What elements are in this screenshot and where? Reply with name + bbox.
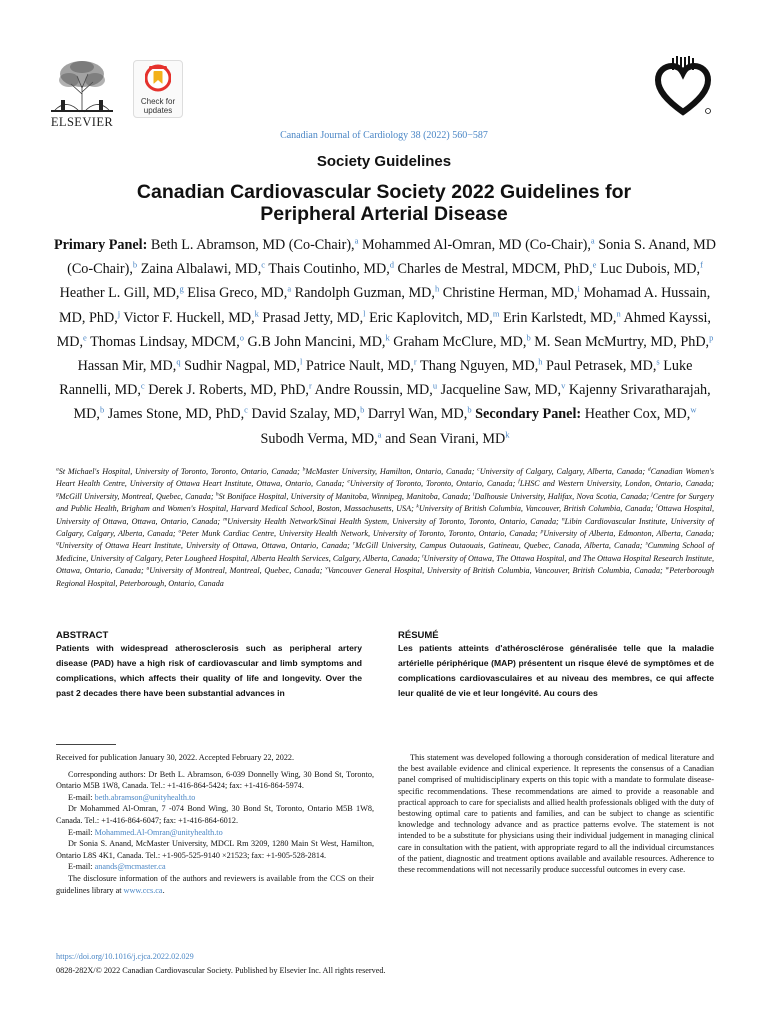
affiliation-marker[interactable]: k xyxy=(505,428,510,439)
email-line-2: E-mail: Mohammed.Al-Omran@unityhealth.to xyxy=(68,827,223,837)
affiliation-key: s xyxy=(645,540,648,547)
affiliation-text: Ottawa Hospital, University of Ottawa, Ottawa, Ontario, Canada; xyxy=(56,504,715,526)
author-name: Victor F. Huckell, MD, xyxy=(123,309,255,326)
affiliation-text: University of Toronto, Toronto, Ontario, Canada; xyxy=(349,479,516,489)
affiliation-key: j xyxy=(651,491,653,498)
affiliation-key: g xyxy=(56,491,59,498)
affiliation-text: St Michael's Hospital, University of Toronto, Toronto, Ontario, Canada; xyxy=(58,467,300,476)
abstract-text: Patients with widespread atherosclerosis such as peripheral artery disease (PAD) have a high risk of cardiovascular and limb symptoms and complications, which affects their quality of life and longevity. Over the past 2 decades there have been substantial advances in xyxy=(56,643,362,698)
affiliation-marker[interactable]: i xyxy=(577,283,580,294)
resume-section xyxy=(398,630,714,701)
author-name: Zaina Albalawi, MD, xyxy=(140,261,262,278)
affiliation-marker[interactable]: j xyxy=(117,307,121,318)
affiliation-marker[interactable]: s xyxy=(656,356,660,367)
author-name: Ahmed Kayssi, MD, xyxy=(56,309,711,350)
affiliation-text: Peter Munk Cardiac Centre, University Health Network, University of Toronto, Toronto, Ontario, Canada; xyxy=(181,529,538,539)
ccs-heart-icon xyxy=(652,56,714,118)
author-name: Sudhir Nagpal, MD, xyxy=(184,358,300,375)
affiliation-key: a xyxy=(56,466,59,473)
affiliation-text: LHSC and Western University, London, Ontario, Canada; xyxy=(519,479,715,489)
author-name: M. Sean McMurtry, MD, PhD, xyxy=(534,333,710,350)
title-line-2: Peripheral Arterial Disease xyxy=(260,203,508,225)
affiliation-text: University of Montreal, Montreal, Quebec, Canada; xyxy=(149,566,323,576)
affiliation-key: n xyxy=(561,515,565,522)
author-list xyxy=(52,233,718,451)
article-title xyxy=(60,181,708,225)
affiliation-key: h xyxy=(215,491,219,498)
author-name: James Stone, MD, PhD, xyxy=(107,406,245,423)
affiliation-key: b xyxy=(302,466,306,473)
section-heading: Society Guidelines xyxy=(316,153,452,170)
affiliation-text: University Health Network/Sinai Health System, University of Toronto, Toronto, Ontario, Canada; xyxy=(227,516,559,526)
affiliation-marker[interactable]: b xyxy=(526,332,531,343)
elsevier-logo xyxy=(44,58,120,130)
affiliation-marker[interactable]: a xyxy=(287,283,292,294)
corresponding-author-3: Dr Sonia S. Anand, McMaster University, MDCL Rm 3209, 1280 Main St West, Hamilton, Ontario L8S 4K1, Canada. Tel.: +1-905-525-9140 ×21523; fax: +1-905-528-2814. xyxy=(56,839,374,860)
affiliation-key: p xyxy=(540,528,544,535)
affiliation-marker[interactable]: e xyxy=(83,332,87,343)
author-name: G.B John Mancini, MD, xyxy=(247,333,386,350)
affiliation-key: i xyxy=(472,491,475,498)
affiliation-marker[interactable]: q xyxy=(176,356,181,367)
affiliation-key: c xyxy=(477,466,480,473)
affiliation-marker[interactable]: k xyxy=(385,332,390,343)
affiliation-marker[interactable]: c xyxy=(261,259,266,270)
author-name: Subodh Verma, MD, xyxy=(260,430,378,447)
corresponding-author-2: Dr Mohammed Al-Omran, 7 -074 Bond Wing, 30 Bond St, Toronto, Ontario M5B 1W8, Canada. Tel.: +1-416-864-6047; fax: +1-416-864-6012. xyxy=(56,804,374,825)
affiliation-text: Centre for Surgery and Public Health, Brigham and Women's Hospital, Harvard Medical School, Boston, Massachusetts, USA; xyxy=(56,491,715,514)
elsevier-tree-icon xyxy=(47,58,117,114)
affiliation-text: Canadian Women's Heart Health Centre, University of Ottawa Heart Institute, Ottawa, Ontario, Canada; xyxy=(56,467,715,489)
author-name: David Szalay, MD, xyxy=(251,406,361,423)
author-name: Prasad Jetty, MD, xyxy=(262,309,364,326)
secondary-panel-label: Secondary Panel: xyxy=(475,406,582,423)
abstract-section xyxy=(56,630,362,701)
affiliation-marker[interactable]: b xyxy=(467,404,472,415)
received-note: Received for publication January 30, 2022. Accepted February 22, 2022. xyxy=(56,753,295,762)
author-name: Heather L. Gill, MD, xyxy=(59,285,180,302)
author-name: Graham McClure, MD, xyxy=(393,333,527,350)
author-name: Mohamad A. Hussain, MD, PhD, xyxy=(59,285,711,326)
affiliation-marker[interactable]: a xyxy=(354,235,359,246)
copyright-line: 0828-282X/© 2022 Canadian Cardiovascular Society. Published by Elsevier Inc. All rights reserved. xyxy=(56,966,386,975)
affiliation-key: q xyxy=(56,540,59,547)
affiliation-marker[interactable]: r xyxy=(308,380,312,391)
resume-text: Les patients atteints d'athérosclérose généralisée telle que la maladie artérielle périphérique (MAP) présentent un risque élevé de symptômes et de complications cardiovasculaires et au niveau des membres, ce qui affecte leur qualité de vie et leur longévité. Au cours des xyxy=(398,643,714,698)
check-updates-icon xyxy=(145,64,171,92)
author-name: and Sean Virani, MD xyxy=(385,430,506,447)
affiliation-text: University of Ottawa, The Ottawa Hospital, and The Ottawa Hospital Research Institute, Ottawa, Ontario, Canada; xyxy=(56,553,715,576)
author-name: Heather Cox, MD, xyxy=(584,406,691,423)
affiliation-key: d xyxy=(647,466,651,473)
affiliation-marker[interactable]: e xyxy=(592,259,597,270)
guideline-statement: This statement was developed following a thorough consideration of medical literature and the best available evidence and clinical experience. It represents the consensus of a Canadian panel comprised of multidisciplinary experts on this topic with a mandate to formulate disease-specific recommendations. These recommendations are aimed to provide a reasonable and practical approach to care for specialists and allied health professionals obliged with the duty of bestowing optimal care to patients and families, and can be subject to change as scientific knowledge and technology advance and as practice patterns evolve. The statement is not intended to be a substitute for physicians using their individual judgement in managing clinical care in consultation with the patient, with appropriate regard to all the individual circumstances of the patient, diagnostic and treatment options available and available resources. Adherence to these recommendations will not necessarily produce successful outcomes in every case. xyxy=(398,753,714,875)
affiliation-marker[interactable]: f xyxy=(700,259,703,270)
affiliation-marker[interactable]: c xyxy=(244,404,248,415)
correspondence-footnotes xyxy=(56,752,374,896)
abstract-heading: ABSTRACT xyxy=(56,630,109,641)
resume-heading: RÉSUMÉ xyxy=(398,630,439,641)
check-updates-label: Check for updates xyxy=(140,97,176,115)
email-line-1: E-mail: beth.abramson@unityhealth.to xyxy=(68,792,196,802)
affiliation-marker[interactable]: w xyxy=(690,404,697,415)
author-name: Jacqueline Saw, MD, xyxy=(440,382,562,399)
affiliation-marker[interactable]: h xyxy=(538,356,543,367)
author-name: Kajenny Srivaratharajah, MD, xyxy=(73,382,711,423)
author-name: Christine Herman, MD, xyxy=(442,285,578,302)
affiliation-key: w xyxy=(665,565,670,572)
email-link-3[interactable]: anands@mcmaster.ca xyxy=(94,862,166,872)
affiliation-marker[interactable]: b xyxy=(132,259,138,270)
publisher-name: ELSEVIER xyxy=(50,115,114,129)
author-name: Thang Nguyen, MD, xyxy=(420,358,539,375)
corresponding-author-1: Corresponding authors: Dr Beth L. Abramson, 6-039 Donnelly Wing, 30 Bond St, Toronto, Ontario M5B 1W8, Canada. Tel.: +1-416-864-5424; fax: +1-416-864-5974. xyxy=(56,769,374,791)
affiliation-marker[interactable]: c xyxy=(140,380,145,391)
check-updates-badge[interactable] xyxy=(133,60,183,118)
affiliation-marker[interactable]: g xyxy=(179,283,184,294)
affiliation-text: University of Alberta, Edmonton, Alberta, Canada; xyxy=(543,529,715,539)
affiliation-text: Vancouver General Hospital, University of British Columbia, Vancouver, British Columbia, Canada; xyxy=(327,566,663,576)
author-name: Elisa Greco, MD, xyxy=(187,285,288,302)
affiliation-marker[interactable]: b xyxy=(99,404,105,415)
affiliation-key: t xyxy=(422,553,424,560)
affiliation-marker[interactable]: v xyxy=(561,380,566,391)
author-name: Andre Roussin, MD, xyxy=(314,382,433,399)
affiliation-key: o xyxy=(178,528,182,535)
author-name: Luke Rannelli, MD, xyxy=(59,358,693,399)
author-name: Sonia S. Anand, MD (Co-Chair), xyxy=(67,237,717,278)
affiliation-text: University of Calgary, Calgary, Alberta, Canada; xyxy=(479,467,646,476)
affiliation-marker[interactable]: a xyxy=(590,235,595,246)
affiliation-marker[interactable]: o xyxy=(239,332,244,343)
affiliation-marker[interactable]: u xyxy=(432,380,438,391)
affiliation-marker[interactable]: a xyxy=(377,428,382,439)
author-name: Patrice Nault, MD, xyxy=(305,358,414,375)
author-name: Mohammed Al-Omran, MD (Co-Chair), xyxy=(361,237,591,253)
author-name: Eric Kaplovitch, MD, xyxy=(369,309,493,326)
journal-citation[interactable]: Canadian Journal of Cardiology 38 (2022) 560−587 xyxy=(280,130,488,141)
affiliation-marker[interactable]: l xyxy=(363,307,366,318)
affiliation-text: Peterborough Regional Hospital, Peterborough, Ontario, Canada xyxy=(56,566,715,588)
email-line-3: E-mail: anands@mcmaster.ca xyxy=(68,862,166,872)
affiliation-key: u xyxy=(146,565,150,572)
affiliation-key: e xyxy=(347,478,350,485)
primary-panel-label: Primary Panel: xyxy=(53,237,148,253)
author-name: Paul Petrasek, MD, xyxy=(546,358,657,375)
affiliation-marker[interactable]: d xyxy=(389,259,394,270)
affiliation-text: McGill University, Montreal, Quebec, Canada; xyxy=(58,491,214,501)
affiliation-key: m xyxy=(223,515,228,522)
affiliation-marker[interactable]: n xyxy=(616,307,621,318)
affiliation-key: l xyxy=(655,503,658,510)
author-name: Thais Coutinho, MD, xyxy=(268,261,390,278)
affiliation-marker[interactable]: p xyxy=(709,332,714,343)
email-link-1[interactable]: beth.abramson@unityhealth.to xyxy=(94,792,196,802)
title-line-1: Canadian Cardiovascular Society 2022 Guidelines for xyxy=(136,181,632,203)
affiliation-key: f xyxy=(518,478,520,485)
affiliation-text: Dalhousie University, Halifax, Nova Scotia, Canada; xyxy=(474,491,649,501)
affiliation-text: University of British Columbia, Vancouver, British Columbia, Canada; xyxy=(418,504,654,514)
ccs-link[interactable]: www.ccs.ca xyxy=(123,885,163,895)
affiliation-marker[interactable]: h xyxy=(434,283,440,294)
author-name: Luc Dubois, MD, xyxy=(599,261,701,278)
affiliation-text: Libin Cardiovascular Institute, University of Calgary, Calgary, Alberta, Canada; xyxy=(56,516,715,539)
affiliation-key: v xyxy=(325,565,328,572)
doi-link[interactable]: https://doi.org/10.1016/j.cjca.2022.02.029 xyxy=(56,952,194,961)
affiliation-marker[interactable]: r xyxy=(413,356,417,367)
footnote-divider xyxy=(56,744,116,745)
affiliation-text: McGill University, Campus Outaouais, Gatineau, Quebec, Canada, Alberta, Canada; xyxy=(355,541,643,551)
author-name: Randolph Guzman, MD, xyxy=(294,285,435,302)
affiliation-text: St Boniface Hospital, University of Manitoba, Winnipeg, Manitoba, Canada; xyxy=(218,491,471,501)
affiliation-text: University of Ottawa Heart Institute, University of Ottawa, Ottawa, Ontario, Canada; xyxy=(58,541,350,551)
author-name: Beth L. Abramson, MD (Co-Chair), xyxy=(150,237,355,253)
email-link-2[interactable]: Mohammed.Al-Omran@unityhealth.to xyxy=(94,827,223,837)
affiliation-marker[interactable]: b xyxy=(360,404,365,415)
author-name: Thomas Lindsay, MDCM, xyxy=(90,333,240,350)
disclosure-note: The disclosure information of the authors and reviewers is available from the CCS on their guidelines library at www.ccs.ca. xyxy=(56,873,374,895)
affiliation-marker[interactable]: m xyxy=(492,307,500,318)
affiliation-text: Cumming School of Medicine, University of Calgary, Peter Lougheed Hospital, Alberta Health Services, Calgary, Alberta, Canada; xyxy=(56,541,714,563)
affiliation-marker[interactable]: l xyxy=(300,356,303,367)
affiliation-text: McMaster University, Hamilton, Ontario, Canada; xyxy=(305,467,475,476)
author-name: Derek J. Roberts, MD, PhD, xyxy=(148,382,309,399)
author-name: Hassan Mir, MD, xyxy=(77,358,177,375)
author-name: Charles de Mestral, MDCM, PhD, xyxy=(397,261,593,278)
affiliation-key: k xyxy=(416,503,419,510)
affiliation-list xyxy=(56,466,714,590)
affiliation-key: r xyxy=(352,540,356,547)
author-name: Darryl Wan, MD, xyxy=(367,406,468,423)
affiliation-marker[interactable]: k xyxy=(254,307,259,318)
author-name: Erin Karlstedt, MD, xyxy=(502,309,617,326)
